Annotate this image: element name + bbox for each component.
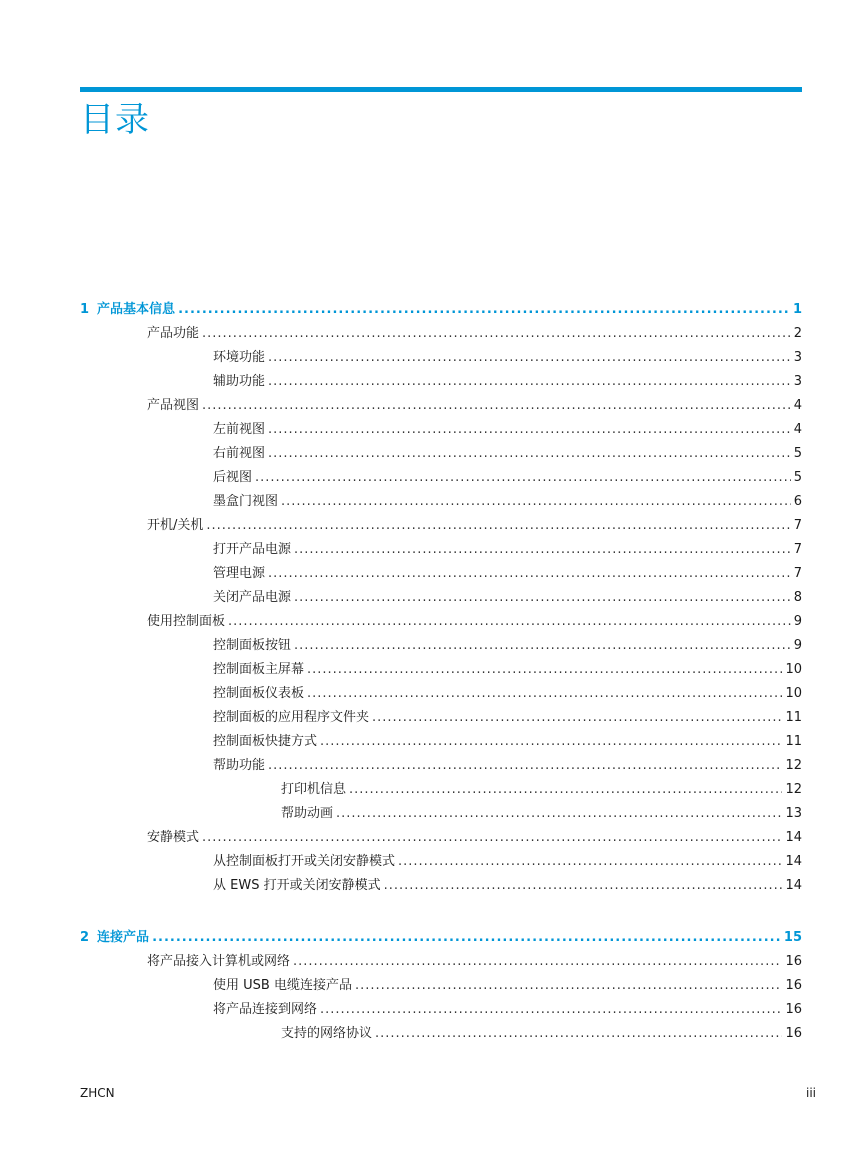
toc-entry-title: 右前视图 [213, 446, 266, 461]
toc-page-number: 16 [785, 1026, 802, 1041]
dot-leader [268, 445, 791, 463]
dot-leader [384, 877, 783, 895]
toc-page-number: 10 [785, 662, 802, 677]
toc-entry[interactable] [213, 441, 802, 463]
toc-entry[interactable] [213, 873, 802, 895]
dot-leader [202, 829, 782, 847]
toc-entry-title: 关闭产品电源 [213, 590, 292, 605]
toc-page-number: 2 [793, 326, 802, 341]
toc-entry[interactable] [147, 825, 802, 847]
dot-leader [202, 325, 791, 343]
toc-page-number: 16 [785, 954, 802, 969]
toc-page-number: 9 [793, 614, 802, 629]
toc-page-number: 7 [793, 566, 802, 581]
toc-page-number: 5 [793, 470, 802, 485]
toc-entry-title: 控制面板仪表板 [213, 686, 305, 701]
toc-entry-title: 后视图 [213, 470, 253, 485]
dot-leader [320, 1001, 782, 1019]
dot-leader [202, 397, 791, 415]
toc-page-number: 1 [792, 302, 802, 317]
dot-leader [152, 929, 781, 947]
toc-entry[interactable] [213, 369, 802, 391]
toc-page-number: 3 [793, 350, 802, 365]
dot-leader [294, 589, 791, 607]
toc-entry-title: 控制面板主屏幕 [213, 662, 305, 677]
dot-leader [307, 661, 782, 679]
toc-entry-title [80, 929, 149, 947]
dot-leader [307, 685, 782, 703]
dot-leader [336, 805, 782, 823]
toc-page-number: 16 [785, 1002, 802, 1017]
toc-entry-title: 从 EWS 打开或关闭安静模式 [213, 878, 381, 893]
toc-chapter-entry[interactable] [80, 925, 802, 947]
page-title: 目录 [80, 100, 150, 140]
toc-entry-title: 帮助动画 [281, 806, 334, 821]
toc-page-number: 10 [785, 686, 802, 701]
toc-entry-title: 帮助功能 [213, 758, 266, 773]
toc-entry[interactable] [213, 705, 802, 727]
dot-leader [372, 709, 782, 727]
dot-leader [255, 469, 791, 487]
toc-entry-title: 产品功能 [147, 326, 200, 341]
dot-leader [268, 373, 791, 391]
toc-page-number: 11 [785, 734, 802, 749]
dot-leader [320, 733, 782, 751]
toc-entry-title: 左前视图 [213, 422, 266, 437]
toc-page-number: 9 [793, 638, 802, 653]
toc-entry[interactable] [281, 1021, 802, 1043]
toc-entry[interactable] [213, 465, 802, 487]
dot-leader [178, 301, 790, 319]
toc-entry-title: 使用控制面板 [147, 614, 226, 629]
chapter-number: 1 [80, 302, 90, 317]
toc-page-number: 4 [793, 398, 802, 413]
dot-leader [228, 613, 791, 631]
toc-page-number: 14 [785, 878, 802, 893]
toc-entry[interactable] [213, 537, 802, 559]
toc-page-number: 12 [785, 758, 802, 773]
toc-entry-title: 墨盒门视图 [213, 494, 279, 509]
dot-leader [268, 421, 791, 439]
dot-leader [268, 565, 791, 583]
toc-entry[interactable] [213, 633, 802, 655]
dot-leader [375, 1025, 782, 1043]
toc-entry[interactable] [147, 609, 802, 631]
toc-entry[interactable] [213, 997, 802, 1019]
toc-entry[interactable] [213, 849, 802, 871]
toc-page-number: 4 [793, 422, 802, 437]
toc-page-number: 5 [793, 446, 802, 461]
toc-page-number: 8 [793, 590, 802, 605]
toc-entry-title: 使用 USB 电缆连接产品 [213, 978, 352, 993]
toc-entry[interactable] [213, 561, 802, 583]
toc-entry-title: 支持的网络协议 [281, 1026, 373, 1041]
dot-leader [206, 517, 790, 535]
footer-language-code: ZHCN [80, 1086, 115, 1100]
toc-entry-title: 控制面板的应用程序文件夹 [213, 710, 370, 725]
toc-entry[interactable] [147, 513, 802, 535]
toc-entry-title: 环境功能 [213, 350, 266, 365]
toc-entry-title: 打印机信息 [281, 782, 347, 797]
dot-leader [293, 953, 782, 971]
chapter-title: 连接产品 [97, 930, 150, 945]
dot-leader [398, 853, 782, 871]
chapter-number: 2 [80, 930, 90, 945]
chapter-title: 产品基本信息 [97, 302, 176, 317]
toc-page-number: 15 [783, 930, 802, 945]
toc-entry-title: 打开产品电源 [213, 542, 292, 557]
toc-entry[interactable] [213, 729, 802, 751]
toc-entry-title: 控制面板快捷方式 [213, 734, 318, 749]
toc-entry-title: 开机/关机 [147, 518, 204, 533]
dot-leader [281, 493, 791, 511]
toc-page-number: 14 [785, 830, 802, 845]
toc-page-number: 13 [785, 806, 802, 821]
toc-page-number: 3 [793, 374, 802, 389]
toc-chapter-entry[interactable] [80, 297, 802, 319]
toc-entry[interactable] [213, 973, 802, 995]
toc-entry[interactable] [281, 777, 802, 799]
toc-entry[interactable] [213, 345, 802, 367]
toc-page-number: 14 [785, 854, 802, 869]
toc-entry[interactable] [147, 321, 802, 343]
dot-leader [268, 757, 782, 775]
dot-leader [349, 781, 782, 799]
toc-entry[interactable] [213, 681, 802, 703]
toc-entry-title [80, 301, 175, 319]
toc-entry-title: 安静模式 [147, 830, 200, 845]
toc-entry-title: 产品视图 [147, 398, 200, 413]
toc-page-number: 16 [785, 978, 802, 993]
toc-entry[interactable] [281, 801, 802, 823]
toc-entry[interactable] [213, 657, 802, 679]
toc-entry-title: 辅助功能 [213, 374, 266, 389]
dot-leader [355, 977, 783, 995]
toc-page-number: 6 [793, 494, 802, 509]
toc-page-number: 7 [793, 518, 802, 533]
toc-entry[interactable] [213, 753, 802, 775]
toc-entry-title: 从控制面板打开或关闭安静模式 [213, 854, 396, 869]
toc-entry-title: 管理电源 [213, 566, 266, 581]
dot-leader [294, 541, 791, 559]
toc-entry-title: 控制面板按钮 [213, 638, 292, 653]
toc-entry[interactable] [213, 489, 802, 511]
toc-entry[interactable] [213, 417, 802, 439]
toc-page-number: 11 [785, 710, 802, 725]
toc-entry-title: 将产品连接到网络 [213, 1002, 318, 1017]
dot-leader [268, 349, 791, 367]
footer-page-number: iii [805, 1086, 816, 1100]
toc-entry[interactable] [147, 949, 802, 971]
toc-entry-title: 将产品接入计算机或网络 [147, 954, 291, 969]
toc-entry[interactable] [213, 585, 802, 607]
toc-entry[interactable] [147, 393, 802, 415]
toc-page-number: 12 [785, 782, 802, 797]
dot-leader [294, 637, 791, 655]
toc-page-number: 7 [793, 542, 802, 557]
